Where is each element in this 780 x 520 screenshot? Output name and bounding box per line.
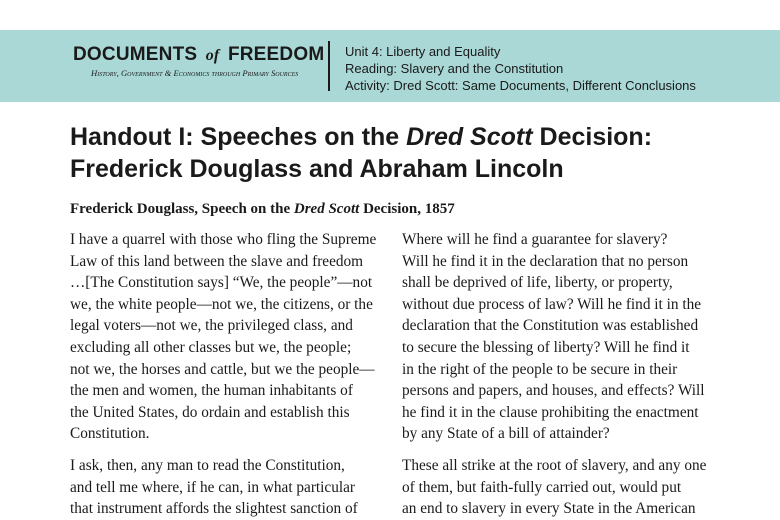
header-divider: [328, 41, 330, 91]
text-line: we, the white people—not we, the citizens, or the: [70, 295, 373, 313]
text-line: by any State of a bill of attainder?: [402, 425, 610, 443]
text-line: without due process of law? Will he find it in the: [402, 295, 702, 313]
text-line: shall be deprived of life, liberty, or property,: [402, 274, 673, 292]
brand-title-pre: DOCUMENTS: [73, 44, 198, 65]
text-line: an end to slavery in every State in the American: [402, 500, 696, 518]
section-post: Decision, 1857: [359, 201, 455, 217]
left-column: [70, 229, 390, 520]
brand-title: [73, 44, 323, 67]
text-line: Law of this land between the slave and freedom: [70, 252, 364, 270]
text-line: …[The Constitution says] “We, the people”—not: [70, 274, 373, 292]
section-heading: [70, 200, 455, 218]
text-line: These all strike at the root of slavery, and any one: [402, 456, 707, 474]
header-banner: [0, 30, 780, 102]
title-part2: Decision:: [532, 123, 653, 151]
unit-label: Unit 4: Liberty and Equality: [345, 44, 501, 59]
text-line: Where will he find a guarantee for slavery?: [402, 231, 668, 248]
text-line: in the right of the people to be secure in their: [402, 360, 678, 378]
text-line: to secure the blessing of liberty? Will he find it: [402, 338, 690, 356]
right-paragraph-1: [402, 229, 722, 445]
section-pre: Frederick Douglass, Speech on the: [70, 201, 294, 217]
text-line: I have a quarrel with those who fling the Supreme: [70, 231, 377, 248]
text-line: legal voters—not we, the privileged class, and: [70, 317, 353, 335]
title-part1: Handout I: Speeches on the: [70, 123, 407, 151]
brand-title-post: FREEDOM: [227, 44, 325, 65]
unit-info: [345, 43, 696, 94]
text-line: the United States, do ordain and establish this: [70, 403, 350, 421]
text-line: not we, the horses and cattle, but we the people—: [70, 360, 375, 378]
text-line: and tell me where, if he can, in what particular: [70, 478, 355, 496]
text-line: persons and papers, and houses, and effects? Will: [402, 382, 705, 400]
documents-of-freedom-logo: [73, 44, 323, 78]
handout-title: [70, 121, 730, 185]
text-line: declaration that the Constitution was established: [402, 317, 699, 335]
text-line: Constitution.: [70, 425, 150, 443]
text-line: the men and women, the human inhabitants of: [70, 382, 353, 400]
section-italic: Dred Scott: [293, 201, 360, 217]
left-paragraph-2: [70, 455, 390, 520]
text-line: of them, but faith-fully carried out, would put: [402, 478, 682, 496]
text-line: he find it in the clause prohibiting the enactment: [402, 403, 699, 421]
text-line: I ask, then, any man to read the Constitution,: [70, 456, 345, 474]
brand-title-of: of: [205, 47, 220, 64]
brand-subtitle: History, Government & Economics through Primary Sources: [91, 68, 299, 78]
text-line: that instrument affords the slightest sanction of: [70, 500, 358, 518]
text-line: excluding all other classes but we, the people;: [70, 338, 352, 356]
activity-label: Activity: Dred Scott: Same Documents, Different Conclusions: [345, 78, 696, 93]
title-line2: Frederick Douglass and Abraham Lincoln: [70, 155, 564, 183]
reading-label: Reading: Slavery and the Constitution: [345, 61, 564, 76]
left-paragraph-1: [70, 229, 390, 445]
right-column: [402, 229, 722, 520]
text-line: Will he find it in the declaration that no person: [402, 252, 689, 270]
right-paragraph-2: [402, 455, 722, 520]
title-italic: Dred Scott: [406, 123, 533, 151]
